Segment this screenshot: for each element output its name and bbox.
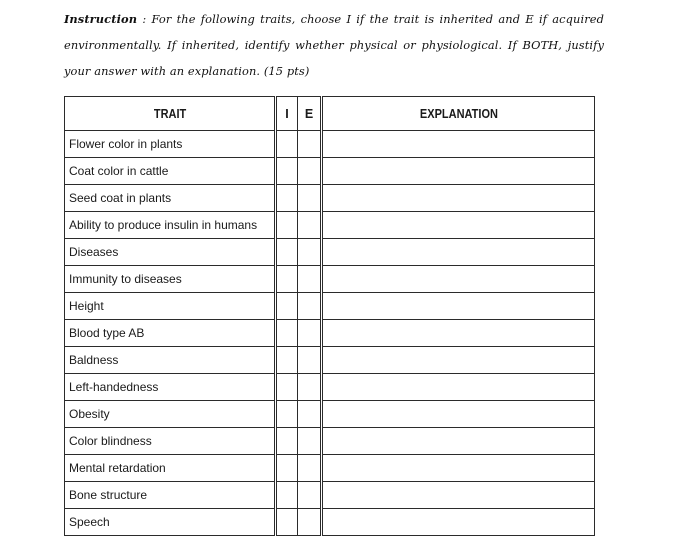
trait-cell: Seed coat in plants <box>65 185 276 212</box>
instruction-text <box>64 6 604 84</box>
inherited-answer-cell[interactable] <box>276 212 298 239</box>
trait-cell: Diseases <box>65 239 276 266</box>
environmental-answer-cell[interactable] <box>298 347 322 374</box>
environmental-answer-cell[interactable] <box>298 185 322 212</box>
environmental-answer-cell[interactable] <box>298 293 322 320</box>
header-environmental: E <box>298 97 322 131</box>
table-header-row <box>65 97 595 131</box>
explanation-answer-cell[interactable] <box>322 320 595 347</box>
inherited-answer-cell[interactable] <box>276 158 298 185</box>
inherited-answer-cell[interactable] <box>276 131 298 158</box>
trait-cell: Blood type AB <box>65 320 276 347</box>
trait-cell: Flower color in plants <box>65 131 276 158</box>
environmental-answer-cell[interactable] <box>298 482 322 509</box>
environmental-answer-cell[interactable] <box>298 212 322 239</box>
environmental-answer-cell[interactable] <box>298 428 322 455</box>
table-row <box>65 428 595 455</box>
trait-cell: Immunity to diseases <box>65 266 276 293</box>
inherited-answer-cell[interactable] <box>276 266 298 293</box>
instruction-lead: Instruction <box>64 12 138 26</box>
explanation-answer-cell[interactable] <box>322 347 595 374</box>
environmental-answer-cell[interactable] <box>298 401 322 428</box>
explanation-answer-cell[interactable] <box>322 509 595 536</box>
environmental-answer-cell[interactable] <box>298 158 322 185</box>
inherited-answer-cell[interactable] <box>276 185 298 212</box>
table-row <box>65 212 595 239</box>
explanation-answer-cell[interactable] <box>322 428 595 455</box>
trait-cell: Height <box>65 293 276 320</box>
environmental-answer-cell[interactable] <box>298 455 322 482</box>
table-row <box>65 266 595 293</box>
inherited-answer-cell[interactable] <box>276 509 298 536</box>
table-row <box>65 509 595 536</box>
explanation-answer-cell[interactable] <box>322 131 595 158</box>
trait-cell: Baldness <box>65 347 276 374</box>
trait-cell: Left-handedness <box>65 374 276 401</box>
table-row <box>65 158 595 185</box>
trait-cell: Obesity <box>65 401 276 428</box>
header-explanation: EXPLANATION <box>338 97 578 131</box>
explanation-answer-cell[interactable] <box>322 482 595 509</box>
inherited-answer-cell[interactable] <box>276 482 298 509</box>
trait-cell: Ability to produce insulin in humans <box>65 212 276 239</box>
explanation-answer-cell[interactable] <box>322 212 595 239</box>
inherited-answer-cell[interactable] <box>276 374 298 401</box>
environmental-answer-cell[interactable] <box>298 239 322 266</box>
inherited-answer-cell[interactable] <box>276 455 298 482</box>
environmental-answer-cell[interactable] <box>298 509 322 536</box>
table-row <box>65 320 595 347</box>
environmental-answer-cell[interactable] <box>298 320 322 347</box>
explanation-answer-cell[interactable] <box>322 266 595 293</box>
explanation-answer-cell[interactable] <box>322 374 595 401</box>
table-body <box>65 131 595 536</box>
inherited-answer-cell[interactable] <box>276 239 298 266</box>
table-row <box>65 401 595 428</box>
inherited-answer-cell[interactable] <box>276 320 298 347</box>
trait-cell: Coat color in cattle <box>65 158 276 185</box>
table-row <box>65 131 595 158</box>
table-row <box>65 482 595 509</box>
explanation-answer-cell[interactable] <box>322 455 595 482</box>
inherited-answer-cell[interactable] <box>276 401 298 428</box>
environmental-answer-cell[interactable] <box>298 266 322 293</box>
explanation-answer-cell[interactable] <box>322 401 595 428</box>
trait-cell: Speech <box>65 509 276 536</box>
trait-cell: Color blindness <box>65 428 276 455</box>
inherited-answer-cell[interactable] <box>276 428 298 455</box>
explanation-answer-cell[interactable] <box>322 185 595 212</box>
explanation-answer-cell[interactable] <box>322 239 595 266</box>
traits-table <box>64 96 595 536</box>
trait-cell: Mental retardation <box>65 455 276 482</box>
explanation-answer-cell[interactable] <box>322 293 595 320</box>
table-row <box>65 347 595 374</box>
header-trait: TRAIT <box>77 97 263 131</box>
environmental-answer-cell[interactable] <box>298 131 322 158</box>
table-row <box>65 185 595 212</box>
inherited-answer-cell[interactable] <box>276 347 298 374</box>
trait-cell: Bone structure <box>65 482 276 509</box>
table-row <box>65 293 595 320</box>
instruction-body: : For the following traits, choose I if the trait is inherited and E if acquired environmentally. If inherited, identify whether physical or physiological. If BOTH, justify your answer with an explanation. (15 pts) <box>64 12 604 78</box>
table-row <box>65 239 595 266</box>
header-inherited: I <box>276 97 298 131</box>
explanation-answer-cell[interactable] <box>322 158 595 185</box>
table-row <box>65 455 595 482</box>
table-row <box>65 374 595 401</box>
environmental-answer-cell[interactable] <box>298 374 322 401</box>
inherited-answer-cell[interactable] <box>276 293 298 320</box>
